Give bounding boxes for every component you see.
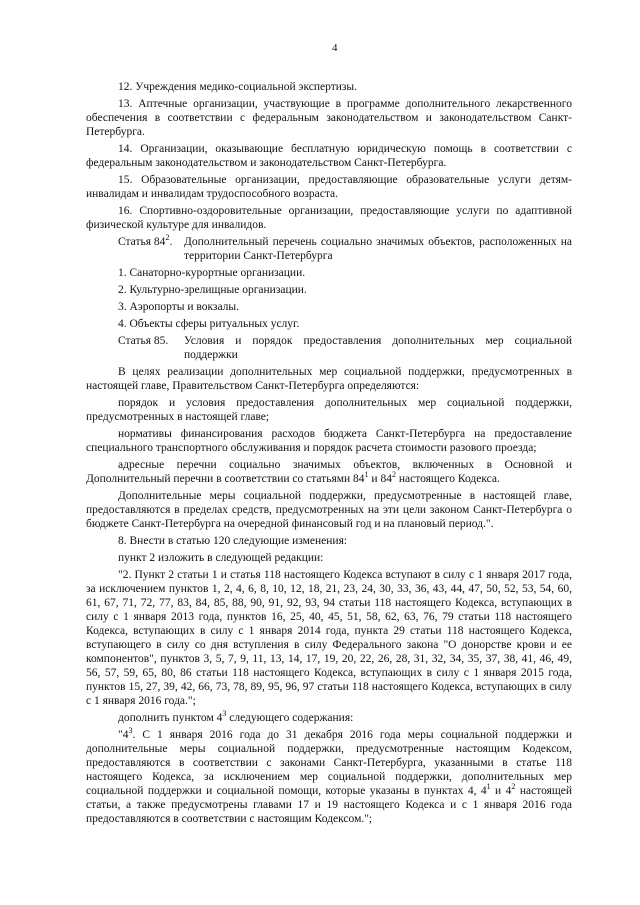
- item-8-subtitle: пункт 2 изложить в следующей редакции:: [118, 552, 324, 564]
- article-85-paragraph: адресные перечни социально значимых объектов, включенных в Основной и Дополнительный перечни в соответствии со статьями $84^1$ и $84^2$ настоящего Кодекса.: [86, 459, 572, 485]
- item-8: 8. Внести в статью 120 следующие изменения:: [118, 535, 348, 547]
- article-85-paragraph: порядок и условия предоставления дополнительных мер социальной поддержки, предусмотренных в настоящей главе;: [86, 397, 572, 423]
- add-item-4-3: дополнить пунктом $4^3$ следующего содержания:: [118, 709, 354, 724]
- paragraph-13: 13. Аптечные организации, участвующие в программе дополнительного лекарственного обеспечения в соответствии с федеральным законодательством и законодательством Санкт-Петербурга.: [86, 98, 572, 138]
- document-body: [86, 80, 572, 829]
- article-85-title: Условия и порядок предоставления дополнительных мер социальной поддержки: [184, 335, 572, 361]
- article-85-label: Статья 85.: [118, 335, 169, 347]
- paragraph-14: 14. Организации, оказывающие бесплатную юридическую помощь в соответствии с федеральным законодательством и законодательством Санкт-Петербурга.: [86, 143, 572, 169]
- page-number: 4: [332, 42, 338, 54]
- quoted-paragraph-2: "2. Пункт 2 статьи 1 и статья 118 настоящего Кодекса вступают в силу с 1 января 2017 года, за исключением пунктов 1, 2, 4, 6, 8, 10, 12, 18, 21, 23, 24, 30, 33, 36, 43, 44, 47, 50, 52, 53, 54, 60, 61, 67, 71, 72, 77, 83, 84, 85, 88, 90, 91, 92, 93, 94 статьи 118 настоящего Кодекса, вступающих в силу с 1 января 2013 года, пунктов 16, 25, 40, 45, 51, 58, 62, 63, 76, 79 статьи 118 настоящего Кодекса, вступающих в силу с 1 января 2014 года, пункта 29 статьи 118 настоящего Кодекса, вступающего в силу со дня вступления в силу Федерального закона "О донорстве крови и ее компонентов", пунктов 3, 5, 7, 9, 11, 13, 14, 17, 19, 20, 22, 26, 28, 31, 32, 34, 35, 37, 38, 41, 46, 49, 56, 57, 59, 65, 80, 86 статьи 118 настоящего Кодекса, вступающих в силу с 1 января 2015 года, пунктов 15, 27, 39, 42, 66, 73, 78, 89, 95, 96, 97 статьи 118 настоящего Кодекса, вступающих в силу с 1 января 2016 года.";: [86, 569, 572, 707]
- article-85-heading: [86, 334, 572, 362]
- list-item: 1. Санаторно-курортные организации.: [118, 267, 306, 279]
- quoted-paragraph-4-3: "$4^3$. С 1 января 2016 года до 31 декабря 2016 года меры социальной поддержки и дополнительные меры социальной поддержки, предусмотренные настоящим Кодексом, предоставляются в соответствии с законами Санкт-Петербурга, указанными в статье 118 настоящего Кодекса, за исключением мер социальной поддержки, дополнительных мер социальной поддержки и социальной помощи, которые указаны в пунктах 4, $4^1$ и $4^2$ настоящей статьи, а также предусмотрены главами 17 и 19 настоящего Кодекса и с 1 января 2016 года предоставляются в соответствии с настоящим Кодексом.";: [86, 726, 573, 825]
- article-85-paragraph: Дополнительные меры социальной поддержки, предусмотренные в настоящей главе, предоставляются в пределах средств, предусмотренных на эти цели законом Санкт-Петербурга о бюджете Санкт-Петербурга на очередной финансовый год и на плановый период.".: [86, 490, 572, 530]
- article-84-2-title: Дополнительный перечень социально значимых объектов, расположенных на территории Санкт-Петербурга: [184, 236, 572, 262]
- article-85-paragraph: нормативы финансирования расходов бюджета Санкт-Петербурга на предоставление специального транспортного обслуживания и порядок расчета стоимости разового проезда;: [86, 428, 572, 454]
- article-85-paragraph: В целях реализации дополнительных мер социальной поддержки, предусмотренных в настоящей главе, Правительством Санкт-Петербурга определяются:: [86, 366, 572, 392]
- list-item: 3. Аэропорты и вокзалы.: [118, 301, 240, 313]
- list-item: 2. Культурно-зрелищные организации.: [118, 284, 307, 296]
- article-84-2-label: Статья $84^2$.: [118, 233, 173, 248]
- paragraph-12: 12. Учреждения медико-социальной экспертизы.: [118, 81, 358, 93]
- article-84-2-heading: [86, 235, 572, 263]
- paragraph-15: 15. Образовательные организации, предоставляющие образовательные услуги детям-инвалидам и инвалидам трудоспособного возраста.: [86, 174, 572, 200]
- list-item: 4. Объекты сферы ритуальных услуг.: [118, 318, 300, 330]
- paragraph-16: 16. Спортивно-оздоровительные организации, предоставляющие услуги по адаптивной физической культуре для инвалидов.: [86, 205, 572, 231]
